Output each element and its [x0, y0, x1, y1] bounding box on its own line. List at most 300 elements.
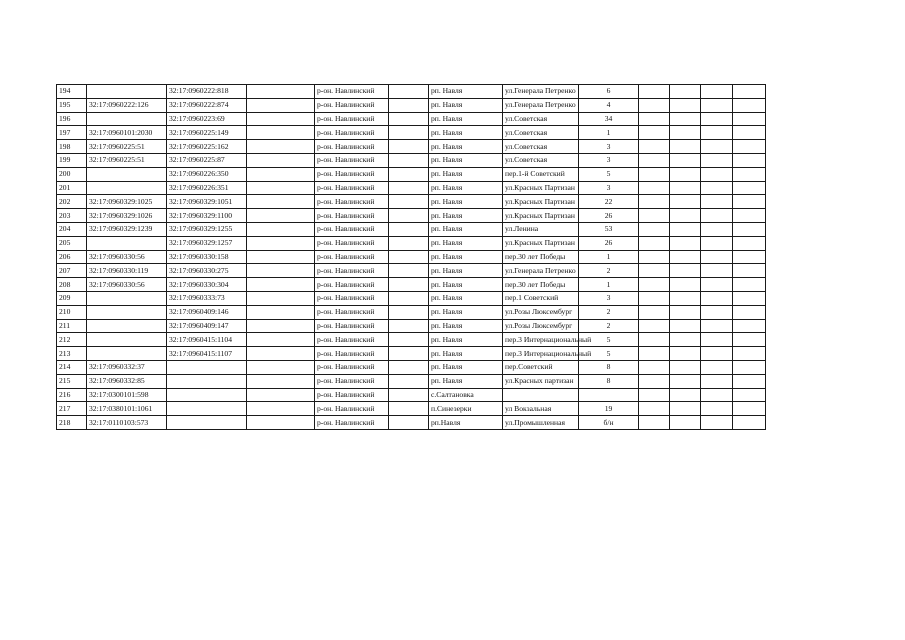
street-cell: пер.Советский	[503, 360, 579, 374]
row-number-cell: 196	[57, 112, 87, 126]
blank-cell	[701, 319, 733, 333]
district-cell: р-он. Навлинский	[315, 388, 389, 402]
old-cadastral-number-cell	[87, 236, 167, 250]
settlement-cell: рп.Навля	[429, 416, 503, 430]
blank-cell	[389, 374, 429, 388]
table-row	[57, 236, 766, 250]
table-row	[57, 291, 766, 305]
blank-cell	[639, 85, 670, 99]
cadastral-number-cell	[167, 360, 247, 374]
street-cell: ул.Розы Люксембург	[503, 305, 579, 319]
blank-cell	[733, 388, 766, 402]
blank-cell	[247, 291, 315, 305]
house-number-cell: 3	[579, 291, 639, 305]
table-row	[57, 402, 766, 416]
blank-cell	[701, 140, 733, 154]
district-cell: р-он. Навлинский	[315, 209, 389, 223]
district-cell: р-он. Навлинский	[315, 181, 389, 195]
settlement-cell: рп. Навля	[429, 181, 503, 195]
blank-cell	[670, 416, 701, 430]
blank-cell	[701, 402, 733, 416]
blank-cell	[701, 388, 733, 402]
blank-cell	[670, 112, 701, 126]
settlement-cell: рп. Навля	[429, 153, 503, 167]
blank-cell	[701, 305, 733, 319]
blank-cell	[701, 209, 733, 223]
blank-cell	[639, 360, 670, 374]
blank-cell	[701, 85, 733, 99]
blank-cell	[670, 222, 701, 236]
house-number-cell: 2	[579, 305, 639, 319]
blank-cell	[733, 416, 766, 430]
blank-cell	[639, 195, 670, 209]
blank-cell	[701, 264, 733, 278]
old-cadastral-number-cell	[87, 112, 167, 126]
blank-cell	[639, 126, 670, 140]
table-row	[57, 181, 766, 195]
settlement-cell: рп. Навля	[429, 347, 503, 361]
house-number-cell: 5	[579, 347, 639, 361]
blank-cell	[733, 167, 766, 181]
settlement-cell: рп. Навля	[429, 264, 503, 278]
old-cadastral-number-cell: 32:17:0960222:126	[87, 98, 167, 112]
row-number-cell: 197	[57, 126, 87, 140]
table-row	[57, 416, 766, 430]
street-cell: ул.Промышленная	[503, 416, 579, 430]
blank-cell	[639, 140, 670, 154]
blank-cell	[639, 388, 670, 402]
blank-cell	[701, 360, 733, 374]
house-number-cell: 4	[579, 98, 639, 112]
blank-cell	[389, 140, 429, 154]
district-cell: р-он. Навлинский	[315, 112, 389, 126]
settlement-cell: рп. Навля	[429, 85, 503, 99]
old-cadastral-number-cell	[87, 347, 167, 361]
blank-cell	[247, 319, 315, 333]
street-cell	[503, 388, 579, 402]
house-number-cell: 8	[579, 374, 639, 388]
old-cadastral-number-cell	[87, 181, 167, 195]
row-number-cell: 205	[57, 236, 87, 250]
district-cell: р-он. Навлинский	[315, 236, 389, 250]
settlement-cell: рп. Навля	[429, 278, 503, 292]
old-cadastral-number-cell: 32:17:0960329:1025	[87, 195, 167, 209]
house-number-cell: 3	[579, 181, 639, 195]
blank-cell	[389, 195, 429, 209]
row-number-cell: 206	[57, 250, 87, 264]
blank-cell	[389, 181, 429, 195]
table-row	[57, 153, 766, 167]
old-cadastral-number-cell: 32:17:0960329:1239	[87, 222, 167, 236]
old-cadastral-number-cell: 32:17:0960225:51	[87, 140, 167, 154]
blank-cell	[670, 402, 701, 416]
blank-cell	[247, 264, 315, 278]
old-cadastral-number-cell: 32:17:0960332:85	[87, 374, 167, 388]
district-cell: р-он. Навлинский	[315, 333, 389, 347]
house-number-cell: 5	[579, 167, 639, 181]
blank-cell	[247, 98, 315, 112]
blank-cell	[670, 388, 701, 402]
blank-cell	[733, 85, 766, 99]
settlement-cell: рп. Навля	[429, 112, 503, 126]
blank-cell	[389, 305, 429, 319]
blank-cell	[247, 388, 315, 402]
cadastral-number-cell	[167, 374, 247, 388]
blank-cell	[639, 222, 670, 236]
blank-cell	[639, 98, 670, 112]
settlement-cell: рп. Навля	[429, 319, 503, 333]
row-number-cell: 194	[57, 85, 87, 99]
blank-cell	[701, 195, 733, 209]
blank-cell	[670, 278, 701, 292]
old-cadastral-number-cell: 32:17:0960101:2030	[87, 126, 167, 140]
street-cell: пер.1-й Советский	[503, 167, 579, 181]
settlement-cell: рп. Навля	[429, 222, 503, 236]
district-cell: р-он. Навлинский	[315, 264, 389, 278]
blank-cell	[389, 402, 429, 416]
table-row	[57, 85, 766, 99]
district-cell: р-он. Навлинский	[315, 85, 389, 99]
blank-cell	[247, 222, 315, 236]
district-cell: р-он. Навлинский	[315, 140, 389, 154]
blank-cell	[670, 209, 701, 223]
street-cell: ул.Красных Партизан	[503, 181, 579, 195]
row-number-cell: 207	[57, 264, 87, 278]
table-row	[57, 374, 766, 388]
district-cell: р-он. Навлинский	[315, 319, 389, 333]
row-number-cell: 195	[57, 98, 87, 112]
row-number-cell: 215	[57, 374, 87, 388]
blank-cell	[247, 347, 315, 361]
blank-cell	[733, 209, 766, 223]
blank-cell	[670, 153, 701, 167]
blank-cell	[247, 181, 315, 195]
blank-cell	[701, 291, 733, 305]
row-number-cell: 208	[57, 278, 87, 292]
house-number-cell: 19	[579, 402, 639, 416]
blank-cell	[389, 416, 429, 430]
cadastral-number-cell: 32:17:0960225:162	[167, 140, 247, 154]
blank-cell	[701, 126, 733, 140]
blank-cell	[639, 181, 670, 195]
blank-cell	[639, 374, 670, 388]
blank-cell	[670, 126, 701, 140]
blank-cell	[670, 140, 701, 154]
blank-cell	[389, 167, 429, 181]
blank-cell	[670, 360, 701, 374]
blank-cell	[639, 402, 670, 416]
blank-cell	[389, 85, 429, 99]
cadastral-number-cell: 32:17:0960330:158	[167, 250, 247, 264]
cadastral-number-cell	[167, 388, 247, 402]
blank-cell	[701, 333, 733, 347]
blank-cell	[389, 291, 429, 305]
row-number-cell: 218	[57, 416, 87, 430]
blank-cell	[639, 305, 670, 319]
blank-cell	[733, 360, 766, 374]
house-number-cell: 1	[579, 250, 639, 264]
table-row	[57, 222, 766, 236]
blank-cell	[247, 402, 315, 416]
blank-cell	[389, 347, 429, 361]
cadastral-number-cell: 32:17:0960226:351	[167, 181, 247, 195]
table-row	[57, 347, 766, 361]
house-number-cell: 5	[579, 333, 639, 347]
blank-cell	[247, 236, 315, 250]
table-row	[57, 278, 766, 292]
table-row	[57, 112, 766, 126]
house-number-cell: б/н	[579, 416, 639, 430]
blank-cell	[670, 264, 701, 278]
blank-cell	[639, 153, 670, 167]
old-cadastral-number-cell: 32:17:0960330:119	[87, 264, 167, 278]
old-cadastral-number-cell	[87, 291, 167, 305]
blank-cell	[389, 250, 429, 264]
district-cell: р-он. Навлинский	[315, 305, 389, 319]
table-row	[57, 98, 766, 112]
district-cell: р-он. Навлинский	[315, 98, 389, 112]
district-cell: р-он. Навлинский	[315, 402, 389, 416]
table-row	[57, 388, 766, 402]
blank-cell	[247, 167, 315, 181]
blank-cell	[733, 305, 766, 319]
blank-cell	[670, 98, 701, 112]
blank-cell	[639, 291, 670, 305]
old-cadastral-number-cell	[87, 305, 167, 319]
cadastral-number-cell: 32:17:0960329:1255	[167, 222, 247, 236]
district-cell: р-он. Навлинский	[315, 347, 389, 361]
settlement-cell: рп. Навля	[429, 195, 503, 209]
settlement-cell: п.Синезерки	[429, 402, 503, 416]
blank-cell	[247, 140, 315, 154]
blank-cell	[247, 153, 315, 167]
old-cadastral-number-cell: 32:17:0960329:1026	[87, 209, 167, 223]
street-cell: пер.30 лет Победы	[503, 278, 579, 292]
blank-cell	[733, 140, 766, 154]
old-cadastral-number-cell: 32:17:0380101:1061	[87, 402, 167, 416]
cadastral-number-cell: 32:17:0960329:1257	[167, 236, 247, 250]
blank-cell	[733, 319, 766, 333]
table-row	[57, 264, 766, 278]
blank-cell	[701, 278, 733, 292]
old-cadastral-number-cell: 32:17:0110103:573	[87, 416, 167, 430]
old-cadastral-number-cell: 32:17:0960225:51	[87, 153, 167, 167]
house-number-cell: 26	[579, 209, 639, 223]
blank-cell	[670, 181, 701, 195]
street-cell: пер.3 Интернациональный	[503, 347, 579, 361]
table-row	[57, 209, 766, 223]
blank-cell	[701, 153, 733, 167]
registry-table-body	[57, 85, 766, 430]
blank-cell	[701, 250, 733, 264]
blank-cell	[639, 278, 670, 292]
street-cell: пер.30 лет Победы	[503, 250, 579, 264]
blank-cell	[701, 347, 733, 361]
blank-cell	[247, 333, 315, 347]
blank-cell	[389, 333, 429, 347]
blank-cell	[389, 112, 429, 126]
row-number-cell: 209	[57, 291, 87, 305]
blank-cell	[247, 112, 315, 126]
blank-cell	[733, 264, 766, 278]
district-cell: р-он. Навлинский	[315, 167, 389, 181]
row-number-cell: 212	[57, 333, 87, 347]
row-number-cell: 211	[57, 319, 87, 333]
house-number-cell: 53	[579, 222, 639, 236]
blank-cell	[389, 222, 429, 236]
street-cell: пер.1 Советский	[503, 291, 579, 305]
district-cell: р-он. Навлинский	[315, 374, 389, 388]
blank-cell	[389, 360, 429, 374]
settlement-cell: рп. Навля	[429, 374, 503, 388]
cadastral-number-cell: 32:17:0960415:1104	[167, 333, 247, 347]
street-cell: ул.Генерала Петренко	[503, 85, 579, 99]
blank-cell	[247, 374, 315, 388]
blank-cell	[670, 250, 701, 264]
cadastral-number-cell: 32:17:0960330:304	[167, 278, 247, 292]
blank-cell	[389, 278, 429, 292]
cadastral-number-cell: 32:17:0960226:350	[167, 167, 247, 181]
row-number-cell: 203	[57, 209, 87, 223]
house-number-cell: 26	[579, 236, 639, 250]
blank-cell	[389, 153, 429, 167]
blank-cell	[733, 222, 766, 236]
blank-cell	[639, 250, 670, 264]
old-cadastral-number-cell: 32:17:0960330:56	[87, 278, 167, 292]
district-cell: р-он. Навлинский	[315, 153, 389, 167]
registry-table	[56, 84, 766, 430]
street-cell: ул.Красных Партизан	[503, 236, 579, 250]
blank-cell	[670, 195, 701, 209]
blank-cell	[701, 222, 733, 236]
district-cell: р-он. Навлинский	[315, 195, 389, 209]
blank-cell	[733, 98, 766, 112]
blank-cell	[701, 181, 733, 195]
settlement-cell: рп. Навля	[429, 333, 503, 347]
street-cell: ул Вокзальная	[503, 402, 579, 416]
settlement-cell: рп. Навля	[429, 209, 503, 223]
blank-cell	[733, 181, 766, 195]
district-cell: р-он. Навлинский	[315, 360, 389, 374]
settlement-cell: рп. Навля	[429, 250, 503, 264]
blank-cell	[639, 319, 670, 333]
blank-cell	[247, 126, 315, 140]
blank-cell	[389, 98, 429, 112]
row-number-cell: 213	[57, 347, 87, 361]
cadastral-number-cell: 32:17:0960329:1100	[167, 209, 247, 223]
blank-cell	[701, 98, 733, 112]
house-number-cell: 8	[579, 360, 639, 374]
blank-cell	[733, 333, 766, 347]
blank-cell	[733, 236, 766, 250]
cadastral-number-cell: 32:17:0960222:874	[167, 98, 247, 112]
blank-cell	[733, 402, 766, 416]
house-number-cell: 2	[579, 264, 639, 278]
blank-cell	[639, 236, 670, 250]
table-row	[57, 126, 766, 140]
blank-cell	[701, 416, 733, 430]
row-number-cell: 204	[57, 222, 87, 236]
row-number-cell: 217	[57, 402, 87, 416]
row-number-cell: 198	[57, 140, 87, 154]
house-number-cell: 3	[579, 140, 639, 154]
blank-cell	[670, 236, 701, 250]
blank-cell	[701, 112, 733, 126]
old-cadastral-number-cell	[87, 319, 167, 333]
cadastral-number-cell: 32:17:0960333:73	[167, 291, 247, 305]
blank-cell	[733, 153, 766, 167]
row-number-cell: 214	[57, 360, 87, 374]
table-row	[57, 319, 766, 333]
blank-cell	[670, 85, 701, 99]
blank-cell	[247, 416, 315, 430]
blank-cell	[639, 264, 670, 278]
district-cell: р-он. Навлинский	[315, 291, 389, 305]
settlement-cell: рп. Навля	[429, 291, 503, 305]
blank-cell	[639, 167, 670, 181]
settlement-cell: рп. Навля	[429, 167, 503, 181]
settlement-cell: рп. Навля	[429, 236, 503, 250]
blank-cell	[389, 209, 429, 223]
old-cadastral-number-cell	[87, 333, 167, 347]
table-row	[57, 305, 766, 319]
blank-cell	[247, 278, 315, 292]
district-cell: р-он. Навлинский	[315, 222, 389, 236]
street-cell: ул.Советская	[503, 126, 579, 140]
cadastral-number-cell: 32:17:0960225:149	[167, 126, 247, 140]
blank-cell	[701, 236, 733, 250]
blank-cell	[389, 236, 429, 250]
blank-cell	[247, 209, 315, 223]
old-cadastral-number-cell: 32:17:0300101:598	[87, 388, 167, 402]
blank-cell	[701, 374, 733, 388]
blank-cell	[701, 167, 733, 181]
cadastral-number-cell: 32:17:0960223:69	[167, 112, 247, 126]
row-number-cell: 210	[57, 305, 87, 319]
row-number-cell: 200	[57, 167, 87, 181]
street-cell: ул.Советская	[503, 153, 579, 167]
old-cadastral-number-cell	[87, 85, 167, 99]
house-number-cell: 6	[579, 85, 639, 99]
house-number-cell: 2	[579, 319, 639, 333]
settlement-cell: рп. Навля	[429, 140, 503, 154]
cadastral-number-cell: 32:17:0960415:1107	[167, 347, 247, 361]
cadastral-number-cell	[167, 402, 247, 416]
cadastral-number-cell	[167, 416, 247, 430]
table-row	[57, 195, 766, 209]
blank-cell	[670, 305, 701, 319]
cadastral-number-cell: 32:17:0960225:87	[167, 153, 247, 167]
blank-cell	[733, 250, 766, 264]
blank-cell	[733, 374, 766, 388]
street-cell: ул.Красных Партизан	[503, 209, 579, 223]
table-row	[57, 360, 766, 374]
blank-cell	[733, 291, 766, 305]
blank-cell	[389, 126, 429, 140]
settlement-cell: рп. Навля	[429, 305, 503, 319]
blank-cell	[247, 195, 315, 209]
blank-cell	[733, 347, 766, 361]
district-cell: р-он. Навлинский	[315, 278, 389, 292]
street-cell: ул.Советская	[503, 140, 579, 154]
blank-cell	[733, 195, 766, 209]
settlement-cell: рп. Навля	[429, 360, 503, 374]
blank-cell	[670, 319, 701, 333]
row-number-cell: 199	[57, 153, 87, 167]
table-row	[57, 140, 766, 154]
blank-cell	[639, 112, 670, 126]
street-cell: ул.Генерала Петренко	[503, 98, 579, 112]
